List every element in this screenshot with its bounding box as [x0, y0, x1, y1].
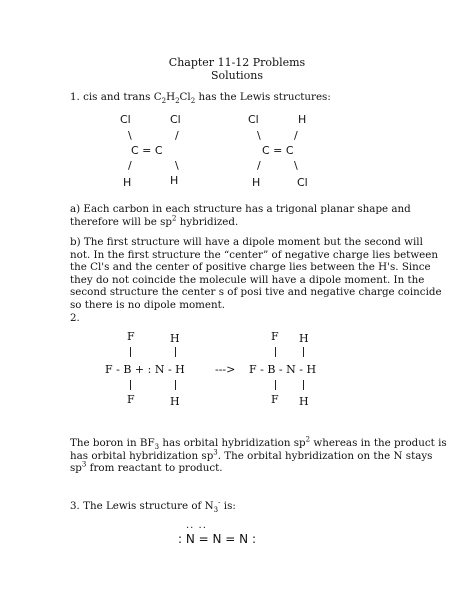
bf3-bottom-f: F: [127, 393, 135, 406]
nh3-top-h: H: [170, 332, 180, 345]
trans-bottom-right-atom: Cl: [297, 176, 308, 189]
trans-top-right-atom: H: [298, 113, 307, 126]
q3-prompt: 3. The Lewis structure of $N_3^-$ is:: [70, 498, 236, 515]
q2-explanation: The boron in $BF_3$ has orbital hybridization $sp^2$ whereas in the product is has orbital hybridization $sp^3$. The orbital hybridization on the N stays $sp^3$ from reactant to product.: [70, 435, 447, 475]
bf3-top-bond: [130, 347, 131, 357]
cis-center-double-bond: C = C: [131, 144, 163, 157]
bf3-bottom-bond: [130, 380, 131, 390]
product-top-h: H: [299, 332, 309, 345]
bf3-top-f: F: [127, 330, 135, 343]
cis-bottom-right-atom: H: [170, 174, 179, 187]
product-top-f: F: [271, 330, 279, 343]
trans-top-left-atom: Cl: [248, 113, 259, 126]
trans-bond-4: \: [294, 159, 298, 172]
cis-top-left-atom: Cl: [120, 113, 131, 126]
azide-lone-pairs-top: .. ..: [186, 520, 207, 531]
cis-bottom-left-atom: H: [123, 176, 132, 189]
cis-bond-1: \: [128, 129, 132, 142]
reactant-line: F - B + : N - H: [105, 363, 185, 376]
q2-number: 2.: [70, 312, 80, 324]
trans-bond-1: \: [257, 129, 261, 142]
cis-top-right-atom: Cl: [170, 113, 181, 126]
q1-part-a: a) Each carbon in each structure has a trigonal planar shape and therefore will be $sp^2$ hybridized.: [70, 203, 411, 228]
trans-bond-2: /: [294, 129, 298, 142]
product-bottom-h: H: [299, 395, 309, 408]
nh3-top-bond: [175, 347, 176, 357]
azide-lewis-structure: : N = N = N :: [178, 532, 257, 546]
product-bottom-bond-b: [275, 380, 276, 390]
cis-bond-2: /: [175, 129, 179, 142]
reaction-arrow: --->: [215, 363, 236, 376]
q1-intro: 1. cis and trans $C_2H_2Cl_2$ has the Lewis structures:: [70, 91, 331, 106]
page-title: Chapter 11-12 Problems: [168, 56, 306, 69]
product-top-bond-b: [275, 347, 276, 357]
nh3-bottom-h: H: [170, 395, 180, 408]
trans-bottom-left-atom: H: [252, 176, 261, 189]
cis-bond-3: /: [128, 159, 132, 172]
product-line: F - B - N - H: [249, 363, 317, 376]
trans-bond-3: /: [257, 159, 261, 172]
trans-center-double-bond: C = C: [262, 144, 294, 157]
product-bottom-bond-n: [303, 380, 304, 390]
q1-part-b: b) The first structure will have a dipole moment but the second will not. In the first structure the “center” of negative charge lies between the Cl's and the center of positive charge lies between the H's. Since they do not coincide the molecule will have a dipole moment. In the second structure the center s of posi tive and negative charge coincide so there is no dipole moment.: [70, 236, 442, 311]
nh3-bottom-bond: [175, 380, 176, 390]
cis-bond-4: \: [175, 159, 179, 172]
product-top-bond-n: [303, 347, 304, 357]
product-bottom-f: F: [271, 393, 279, 406]
page-subtitle: Solutions: [210, 69, 264, 82]
